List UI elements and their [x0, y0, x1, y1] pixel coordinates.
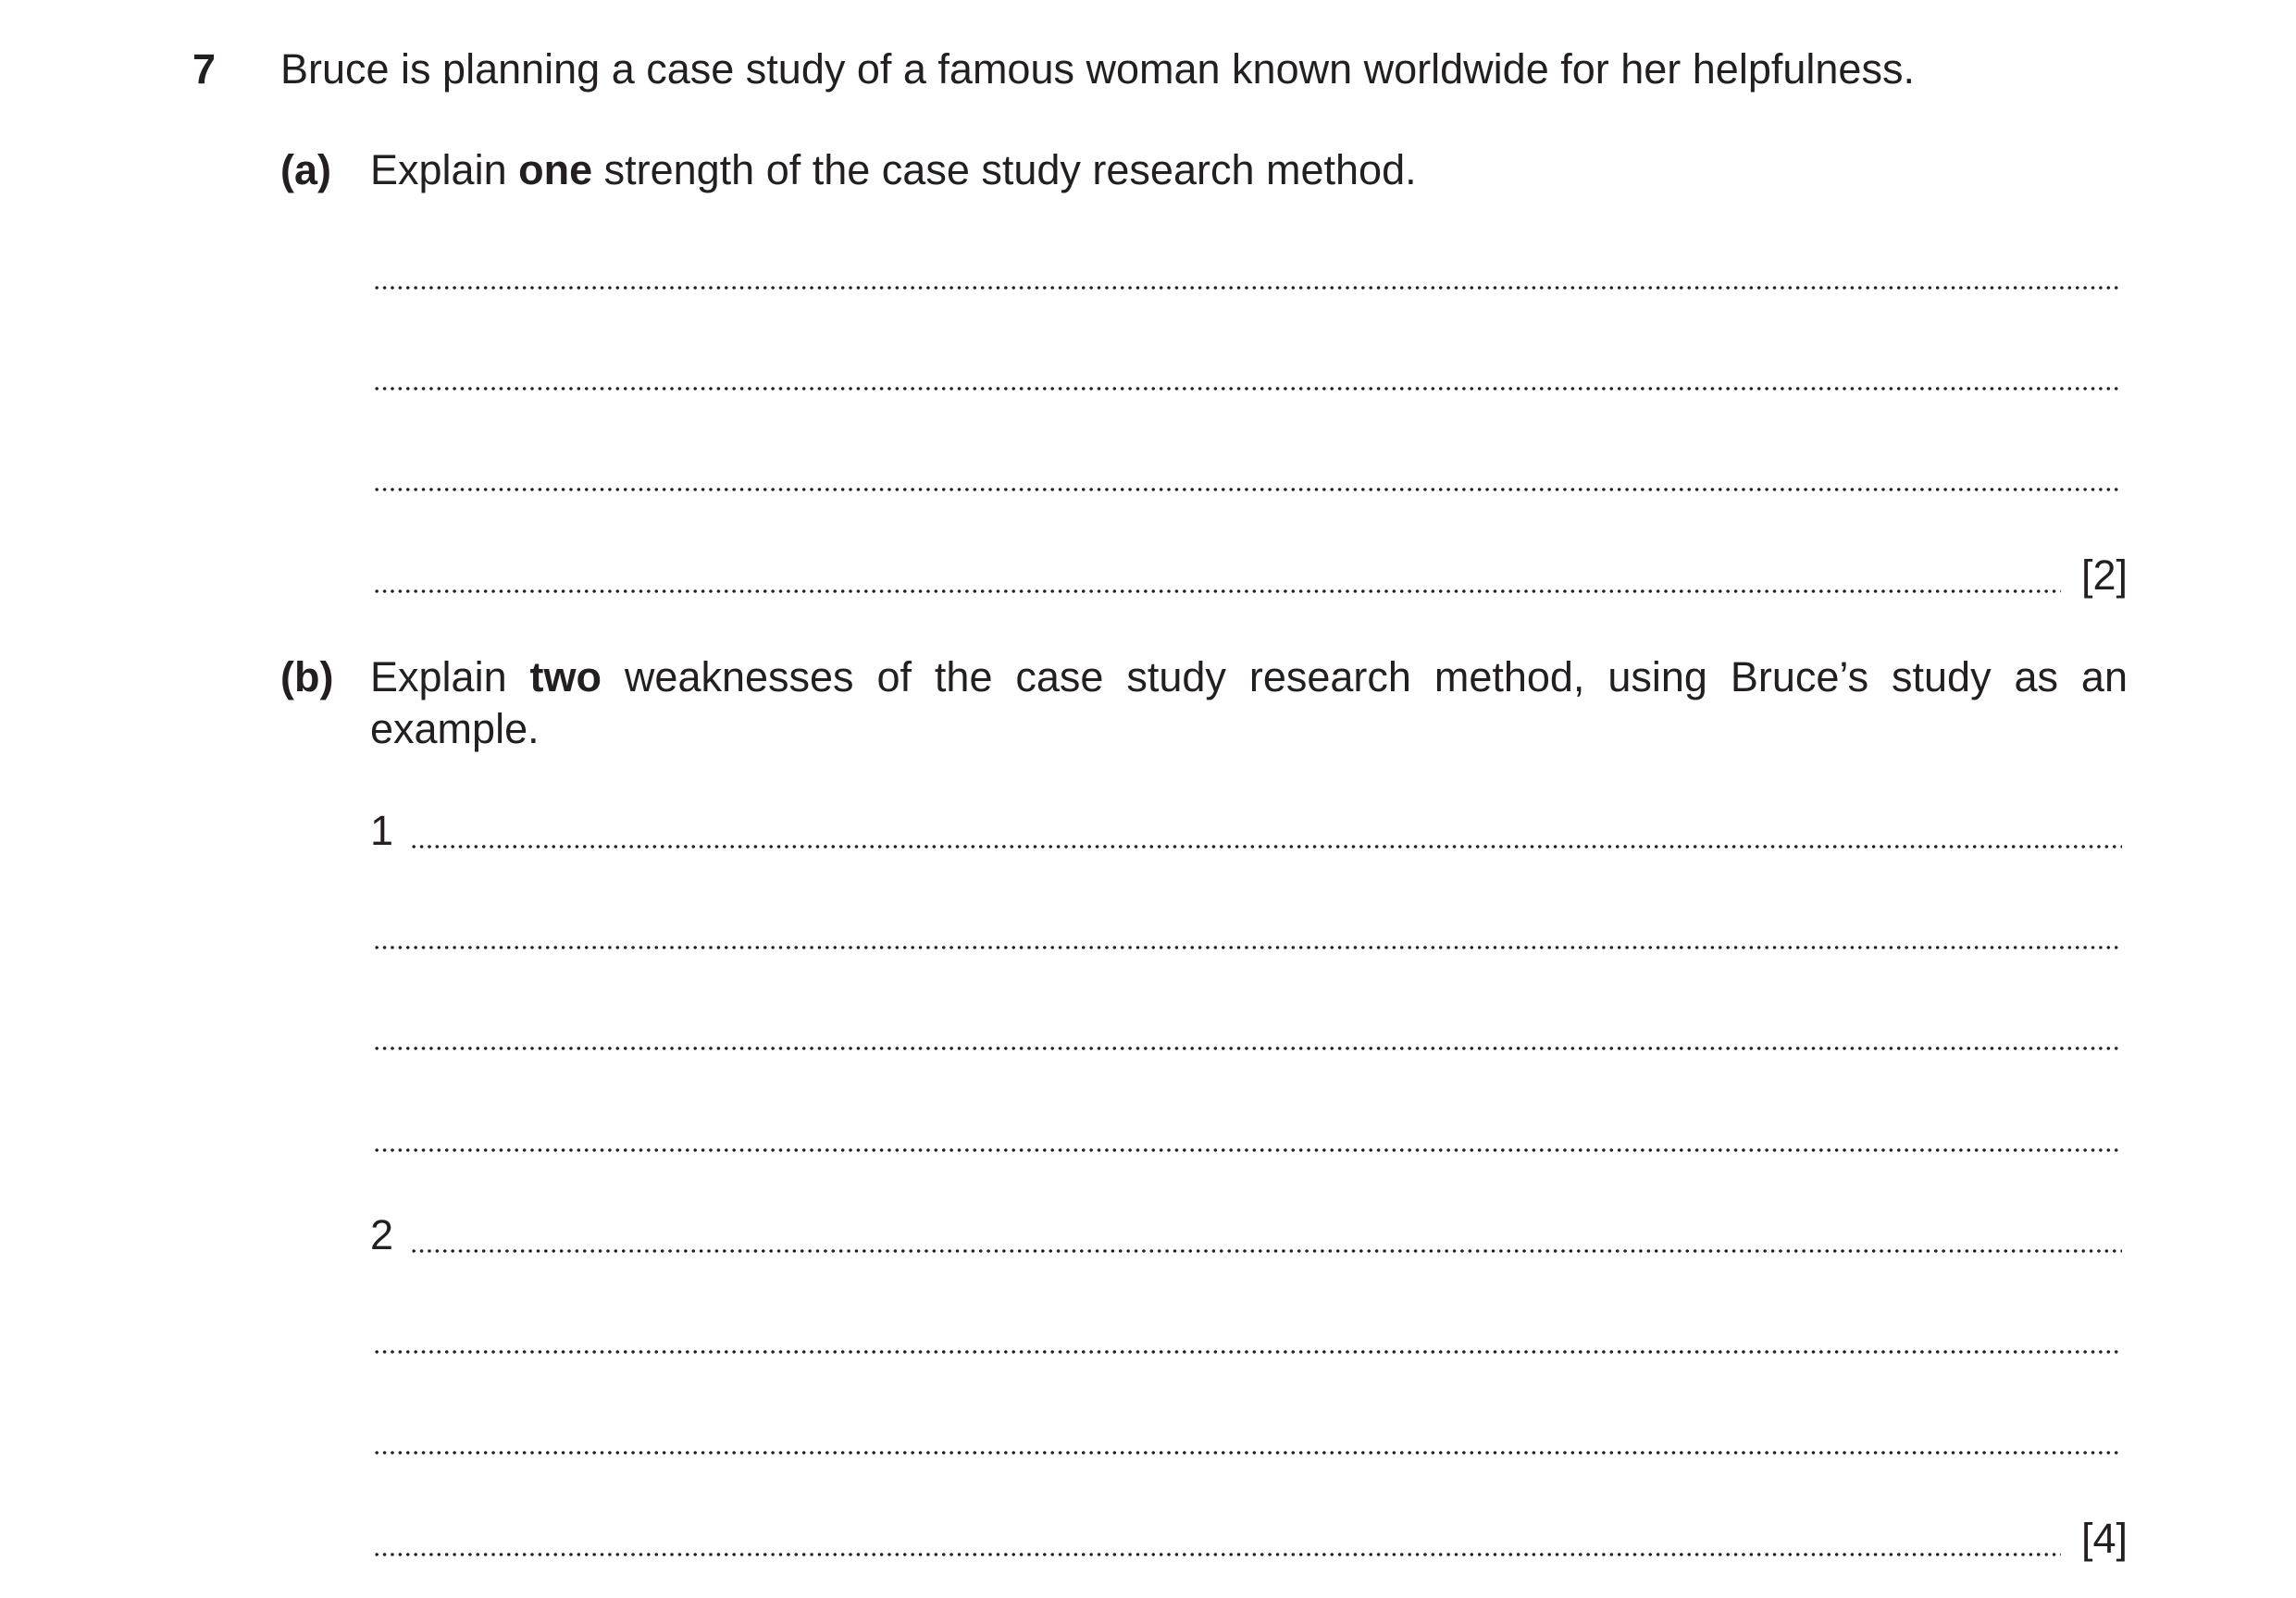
- part-b-marks: [4]: [2080, 1515, 2128, 1562]
- part-a-prompt-end: strength of the case study research method.: [592, 146, 1417, 193]
- part-a-label: (a): [280, 146, 331, 193]
- part-b-emphasis: two: [529, 653, 602, 700]
- part-b-answer-2-line-1[interactable]: [370, 1209, 2122, 1261]
- dotted-rule: [373, 488, 2122, 491]
- dotted-rule: [373, 1047, 2122, 1050]
- dotted-rule: [373, 589, 2061, 593]
- part-b-answer-2-line-4[interactable]: [373, 1513, 2128, 1565]
- part-b-answer-1-line-2[interactable]: [373, 906, 2122, 958]
- part-b-answer-1-line-4[interactable]: [373, 1109, 2122, 1160]
- dotted-rule: [373, 286, 2122, 290]
- part-a-emphasis: one: [518, 146, 593, 193]
- part-b-answer-1-line-1[interactable]: [370, 805, 2122, 857]
- dotted-rule: [373, 1350, 2122, 1354]
- part-b-label: (b): [280, 653, 334, 700]
- part-b-prompt-rest: weaknesses of the case study research method, using Bruce’s study as an: [602, 653, 2128, 700]
- dotted-rule: [410, 845, 2122, 849]
- dotted-rule: [373, 387, 2122, 390]
- part-b-prompt-line-2: example.: [370, 705, 540, 752]
- dotted-rule: [410, 1249, 2122, 1253]
- part-a-prompt-start: Explain: [370, 146, 519, 193]
- answer-number-1: 1: [370, 807, 394, 854]
- question-stem: Bruce is planning a case study of a famous woman known worldwide for her helpfulness.: [280, 45, 1915, 93]
- answer-number-2: 2: [370, 1211, 394, 1258]
- dotted-rule: [373, 1451, 2122, 1455]
- part-a-answer-line-1[interactable]: [373, 246, 2122, 298]
- part-a-answer-line-3[interactable]: [373, 448, 2122, 500]
- question-number: 7: [192, 45, 217, 93]
- dotted-rule: [373, 1148, 2122, 1152]
- part-b-prompt-line-1: [370, 651, 2128, 703]
- part-b-prompt-start: Explain: [370, 653, 530, 700]
- part-a-marks: [2]: [2080, 551, 2128, 599]
- part-a-prompt: [370, 144, 1417, 196]
- part-a-answer-line-4[interactable]: [373, 550, 2128, 601]
- part-a-answer-line-2[interactable]: [373, 347, 2122, 399]
- part-b-answer-2-line-3[interactable]: [373, 1411, 2122, 1463]
- dotted-rule: [373, 1553, 2061, 1556]
- part-b-answer-2-line-2[interactable]: [373, 1310, 2122, 1362]
- dotted-rule: [373, 946, 2122, 949]
- part-b-answer-1-line-3[interactable]: [373, 1007, 2122, 1059]
